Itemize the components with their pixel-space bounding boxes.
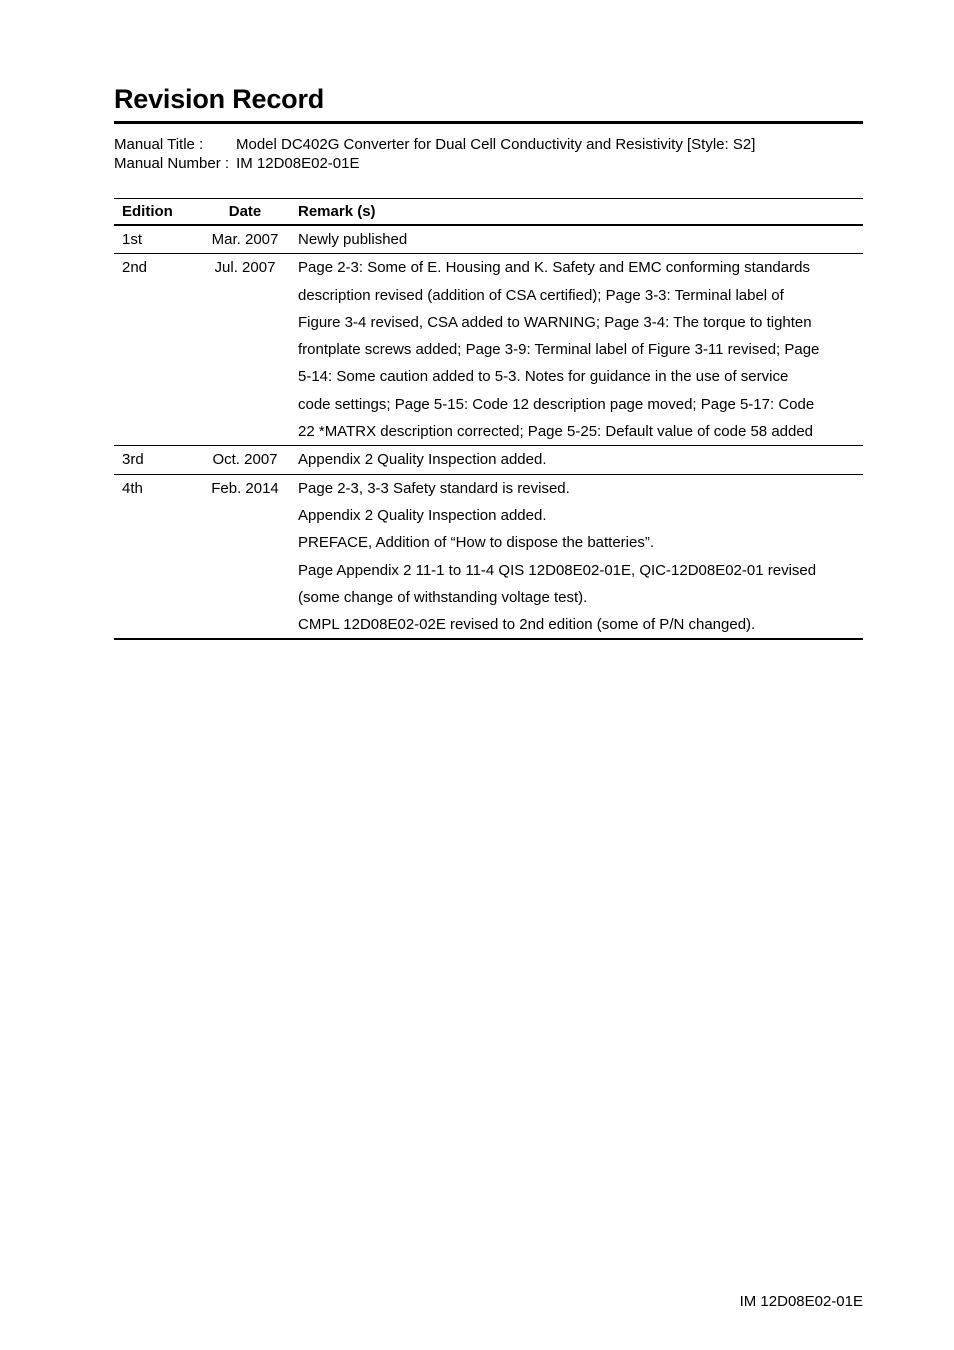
manual-title-value: Model DC402G Converter for Dual Cell Conductivity and Resistivity [Style: S2] xyxy=(236,136,756,153)
header-edition: Edition xyxy=(114,199,194,226)
remark-line: 5-14: Some caution added to 5-3. Notes for guidance in the use of service xyxy=(298,368,789,386)
document-number-footer: IM 12D08E02-01E xyxy=(739,1293,863,1310)
remark-cell xyxy=(296,474,863,639)
date-cell: Jul. 2007 xyxy=(194,254,296,446)
remark-cell xyxy=(296,225,863,254)
remark-line: PREFACE, Addition of “How to dispose the batteries”. xyxy=(298,534,655,552)
manual-title-line xyxy=(114,136,755,153)
remark-line: frontplate screws added; Page 3-9: Terminal label of Figure 3-11 revised; Page xyxy=(298,341,820,359)
remark-line: Page 2-3: Some of E. Housing and K. Safety and EMC conforming standards xyxy=(298,259,810,277)
edition-cell: 3rd xyxy=(114,446,194,474)
date-cell: Oct. 2007 xyxy=(194,446,296,474)
remark-cell xyxy=(296,254,863,446)
manual-number-label: Manual Number : xyxy=(114,155,230,172)
remark-line: CMPL 12D08E02-02E revised to 2nd edition (some of P/N changed). xyxy=(298,616,756,634)
manual-number-line xyxy=(114,155,359,172)
page-title: Revision Record xyxy=(114,84,325,114)
table-row xyxy=(114,225,863,254)
edition-cell: 1st xyxy=(114,225,194,254)
remark-cell xyxy=(296,446,863,474)
revision-table xyxy=(114,198,863,640)
remark-line: 22 *MATRX description corrected; Page 5-25: Default value of code 58 added xyxy=(298,423,814,441)
table-row xyxy=(114,446,863,474)
table-row xyxy=(114,474,863,639)
remark-line: Figure 3-4 revised, CSA added to WARNING; Page 3-4: The torque to tighten xyxy=(298,313,812,331)
date-cell: Mar. 2007 xyxy=(194,225,296,254)
remark-line: Appendix 2 Quality Inspection added. xyxy=(298,506,547,524)
remark-line: (some change of withstanding voltage test). xyxy=(298,588,588,606)
remark-line: Appendix 2 Quality Inspection added. xyxy=(298,451,547,469)
date-cell: Feb. 2014 xyxy=(194,474,296,639)
revision-table-body xyxy=(114,225,863,639)
edition-cell: 2nd xyxy=(114,254,194,446)
edition-cell: 4th xyxy=(114,474,194,639)
remark-line: Page 2-3, 3-3 Safety standard is revised. xyxy=(298,479,570,497)
header-date: Date xyxy=(194,199,296,226)
remark-line: Newly published xyxy=(298,231,408,248)
header-remark: Remark (s) xyxy=(296,199,863,226)
remark-line: code settings; Page 5-15: Code 12 description page moved; Page 5-17: Code xyxy=(298,395,815,413)
table-header-row xyxy=(114,199,863,226)
remark-line: Page Appendix 2 11-1 to 11-4 QIS 12D08E02-01E, QIC-12D08E02-01 revised xyxy=(298,561,817,579)
manual-number-value: IM 12D08E02-01E xyxy=(236,155,360,172)
table-row xyxy=(114,254,863,446)
remark-line: description revised (addition of CSA certified); Page 3-3: Terminal label of xyxy=(298,286,784,304)
title-rule xyxy=(114,121,863,124)
manual-title-label: Manual Title : xyxy=(114,136,204,153)
